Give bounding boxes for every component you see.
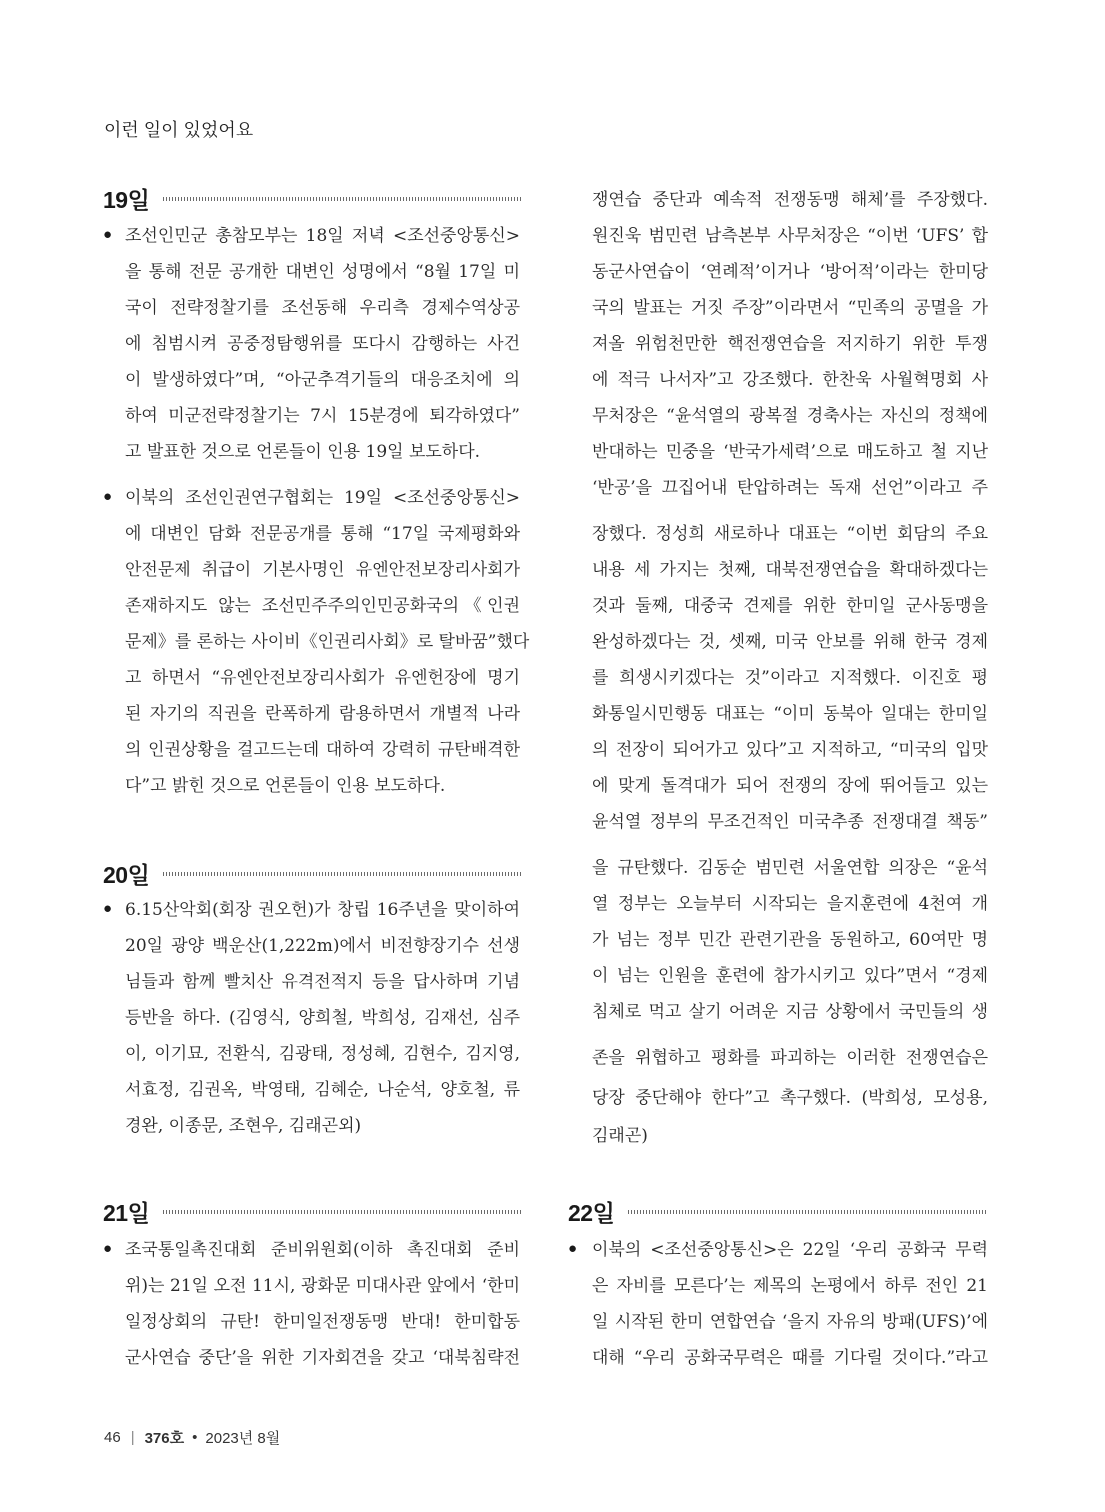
day-22-heading — [568, 1195, 988, 1228]
text-line: 국이 전략정찰기를 조선동해 우리측 경제수역상공 — [125, 298, 520, 318]
text-line: 다”고 밝힌 것으로 언론들이 인용 보도하다. — [125, 776, 446, 796]
footer-separator: | — [130, 1429, 135, 1446]
day-19-heading — [103, 182, 523, 215]
bullet-icon: ● — [103, 1240, 113, 1257]
text-line: 하여 미군전략정찰기는 7시 15분경에 퇴각하였다” — [125, 406, 520, 426]
issue-date: 2023년 8월 — [205, 1430, 281, 1447]
text-line: 님들과 함께 빨치산 유격전적지 등을 답사하며 기념 — [125, 972, 520, 992]
page-footer — [104, 1427, 280, 1448]
text-line: 일 시작된 한미 연합연습 ‘을지 자유의 방패(UFS)’에 — [592, 1312, 988, 1332]
text-line: 완성하겠다는 것, 셋째, 미국 안보를 위해 한국 경제 — [592, 632, 988, 652]
text-line: 것과 둘째, 대중국 견제를 위한 한미일 군사동맹을 — [592, 596, 988, 616]
issue-number: 376호 — [144, 1430, 185, 1447]
text-line: 일정상회의 규탄! 한미일전쟁동맹 반대! 한미합동 — [125, 1312, 520, 1332]
text-line: 위)는 21일 오전 11시, 광화문 미대사관 앞에서 ‘한미 — [125, 1276, 520, 1296]
text-line: 은 자비를 모른다’는 제목의 논평에서 하루 전인 21 — [592, 1276, 988, 1296]
text-line: 를 희생시키겠다는 것”이라고 지적했다. 이진호 평 — [592, 668, 988, 688]
bullet-icon: ● — [568, 1240, 578, 1257]
footer-dot: • — [192, 1429, 198, 1446]
text-line: 의 전장이 되어가고 있다”고 지적하고, “미국의 입맛 — [592, 740, 988, 760]
text-line: 내용 세 가지는 첫째, 대북전쟁연습을 확대하겠다는 — [592, 560, 988, 580]
text-line: 이 발생하였다”며, “아군추격기들의 대응조치에 의 — [125, 370, 520, 390]
text-line: 군사연습 중단’을 위한 기자회견을 갖고 ‘대북침략전 — [125, 1348, 520, 1368]
text-line: 장했다. 정성희 새로하나 대표는 “이번 회담의 주요 — [592, 524, 988, 544]
text-line: 이, 이기묘, 전환식, 김광태, 정성혜, 김현수, 김지영, — [125, 1044, 520, 1064]
text-line: 국의 발표는 거짓 주장”이라면서 “민족의 공멸을 가 — [592, 298, 988, 318]
day-19-title: 19일 — [103, 187, 150, 213]
text-line: 에 대변인 담화 전문공개를 통해 “17일 국제평화와 — [125, 524, 520, 544]
text-line: 서효정, 김권옥, 박영태, 김혜순, 나순석, 양호철, 류 — [125, 1080, 520, 1100]
text-line: 쟁연습 중단과 예속적 전쟁동맹 해체’를 주장했다. — [592, 190, 988, 210]
text-line: 고 발표한 것으로 언론들이 인용 19일 보도하다. — [125, 442, 481, 462]
bullet-icon: ● — [103, 488, 113, 505]
text-line: 져올 위험천만한 핵전쟁연습을 저지하기 위한 투쟁 — [592, 334, 988, 354]
text-line: 존을 위협하고 평화를 파괴하는 이러한 전쟁연습은 — [592, 1048, 988, 1068]
text-line: 윤석열 정부의 무조건적인 미국추종 전쟁대결 책동” — [592, 812, 988, 832]
day-20-title: 20일 — [103, 862, 150, 888]
dotted-rule — [163, 1210, 523, 1214]
text-line: 이 넘는 인원을 훈련에 참가시키고 있다”면서 “경제 — [592, 966, 988, 986]
dotted-rule — [163, 872, 523, 876]
text-line: 무처장은 “윤석열의 광복절 경축사는 자신의 정책에 — [592, 406, 988, 426]
text-line: 경완, 이종문, 조현우, 김래곤외) — [125, 1116, 362, 1136]
text-line: 화통일시민행동 대표는 “이미 동북아 일대는 한미일 — [592, 704, 988, 724]
text-line: 문제》를 론하는 사이비《인권리사회》로 탈바꿈”했다 — [125, 632, 530, 652]
day-21-title: 21일 — [103, 1200, 150, 1226]
section-label: 이런 일이 있었어요 — [104, 120, 254, 140]
text-line: 고 하면서 “유엔안전보장리사회가 유엔헌장에 명기 — [125, 668, 520, 688]
text-line: 조국통일촉진대회 준비위원회(이하 촉진대회 준비 — [125, 1240, 520, 1260]
text-line: 에 맞게 돌격대가 되어 전쟁의 장에 뛰어들고 있는 — [592, 776, 988, 796]
day-20-heading — [103, 857, 523, 890]
text-line: 에 적극 나서자”고 강조했다. 한찬욱 사월혁명회 사 — [592, 370, 988, 390]
text-line: 이북의 <조선중앙통신>은 22일 ‘우리 공화국 무력 — [592, 1240, 988, 1260]
bullet-icon: ● — [103, 226, 113, 243]
page-number: 46 — [104, 1429, 121, 1446]
dotted-rule — [163, 197, 523, 201]
text-line: 을 통해 전문 공개한 대변인 성명에서 “8월 17일 미 — [125, 262, 520, 282]
text-line: 반대하는 민중을 ‘반국가세력’으로 매도하고 철 지난 — [592, 442, 988, 462]
text-line: 김래곤) — [592, 1126, 648, 1146]
text-line: 당장 중단해야 한다”고 촉구했다. (박희성, 모성용, — [592, 1088, 988, 1108]
text-line: 조선인민군 총참모부는 18일 저녁 <조선중앙통신> — [125, 226, 520, 246]
text-line: 된 자기의 직권을 란폭하게 람용하면서 개별적 나라 — [125, 704, 520, 724]
text-line: ‘반공’을 끄집어내 탄압하려는 독재 선언”이라고 주 — [592, 478, 988, 498]
text-line: 을 규탄했다. 김동순 범민련 서울연합 의장은 “윤석 — [592, 858, 988, 878]
text-line: 이북의 조선인권연구협회는 19일 <조선중앙통신> — [125, 488, 520, 508]
text-line: 6.15산악회(회장 권오헌)가 창립 16주년을 맞이하여 — [125, 900, 520, 920]
text-line: 의 인권상황을 걸고드는데 대하여 강력히 규탄배격한 — [125, 740, 520, 760]
dotted-rule — [628, 1210, 988, 1214]
text-line: 가 넘는 정부 민간 관련기관을 동원하고, 60여만 명 — [592, 930, 988, 950]
text-line: 대해 “우리 공화국무력은 때를 기다릴 것이다.”라고 — [592, 1348, 988, 1368]
bullet-icon: ● — [103, 900, 113, 917]
text-line: 존재하지도 않는 조선민주주의인민공화국의《인권 — [125, 596, 520, 616]
text-line: 열 정부는 오늘부터 시작되는 을지훈련에 4천여 개 — [592, 894, 988, 914]
text-line: 침체로 먹고 살기 어려운 지금 상황에서 국민들의 생 — [592, 1002, 988, 1022]
day-22-title: 22일 — [568, 1200, 615, 1226]
text-line: 에 침범시켜 공중정탐행위를 또다시 감행하는 사건 — [125, 334, 520, 354]
day-21-heading — [103, 1195, 523, 1228]
text-line: 안전문제 취급이 기본사명인 유엔안전보장리사회가 — [125, 560, 520, 580]
text-line: 등반을 하다. (김영식, 양희철, 박희성, 김재선, 심주 — [125, 1008, 520, 1028]
text-line: 동군사연습이 ‘연례적’이거나 ‘방어적’이라는 한미당 — [592, 262, 988, 282]
text-line: 20일 광양 백운산(1,222m)에서 비전향장기수 선생 — [125, 936, 520, 956]
text-line: 원진욱 범민련 남측본부 사무처장은 “이번 ‘UFS’ 합 — [592, 226, 988, 246]
